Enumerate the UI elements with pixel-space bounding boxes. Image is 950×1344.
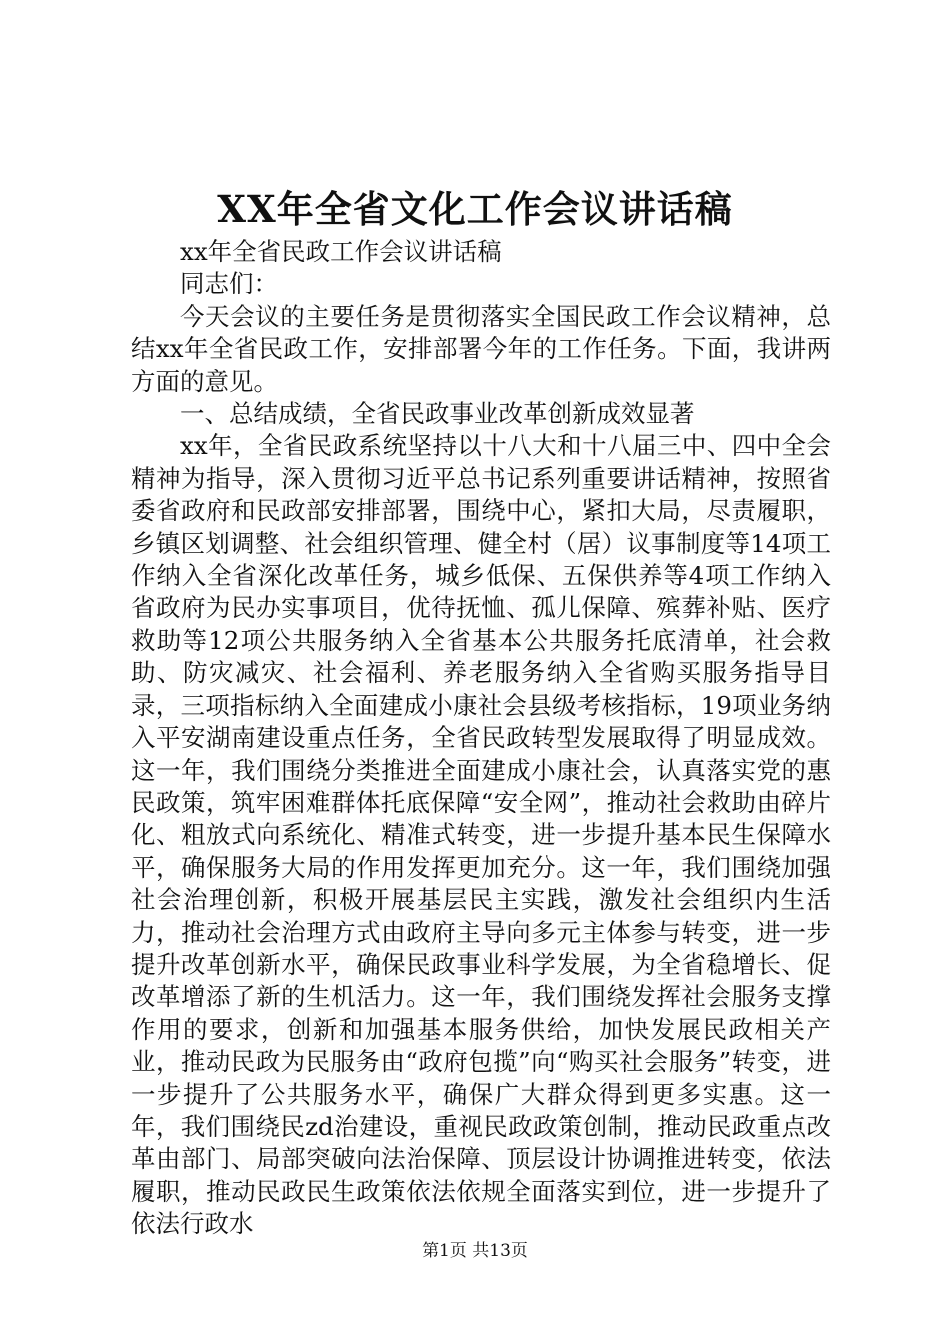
- document-body: [131, 236, 831, 1241]
- intro-paragraph: 今天会议的主要任务是贯彻落实全国民政工作会议精神，总结xx年全省民政工作，安排部署今年的工作任务。下面，我讲两方面的意见。: [131, 301, 831, 396]
- section-heading: 一、总结成绩，全省民政事业改革创新成效显著: [180, 399, 695, 429]
- body-paragraph: xx年，全省民政系统坚持以十八大和十八届三中、四中全会精神为指导，深入贯彻习近平总书记系列重要讲话精神，按照省委省政府和民政部安排部署，围绕中心，紧扣大局，尽责履职，乡镇区划调整、社会组织管理、健全村（居）议事制度等14项工作纳入全省深化改革任务，城乡低保、五保供养等4项工作纳入省政府为民办实事项目，优待抚恤、孤儿保障、殡葬补贴、医疗救助等12项公共服务纳入全省基本公共服务托底清单，社会救助、防灾减灾、社会福利、养老服务纳入全省购买服务指导目录，三项指标纳入全面建成小康社会县级考核指标，19项业务纳入平安湖南建设重点任务，全省民政转型发展取得了明显成效。这一年，我们围绕分类推进全面建成小康社会，认真落实党的惠民政策，筑牢困难群体托底保障“安全网”，推动社会救助由碎片化、粗放式向系统化、精准式转变，进一步提升基本民生保障水平，确保服务大局的作用发挥更加充分。这一年，我们围绕加强社会治理创新，积极开展基层民主实践，激发社会组织内生活力，推动社会治理方式由政府主导向多元主体参与转变，进一步提升改革创新水平，确保民政事业科学发展，为全省稳增长、促改革增添了新的生机活力。这一年，我们围绕发挥社会服务支撑作用的要求，创新和加强基本服务供给，加快发展民政相关产业，推动民政为民服务由“政府包揽”向“购买社会服务”转变，进一步提升了公共服务水平，确保广大群众得到更多实惠。这一年，我们围绕民zd治建设，重视民政政策创制，推动民政重点改革由部门、局部突破向法治保障、顶层设计协调推进转变，依法履职，推动民政民生政策依法依规全面落实到位，进一步提升了依法行政水: [131, 431, 831, 1239]
- document-title: XX年全省文化工作会议讲话稿: [217, 187, 733, 231]
- page-indicator: 第1页 共13页: [422, 1241, 528, 1261]
- subtitle-paragraph: xx年全省民政工作会议讲话稿: [180, 237, 502, 266]
- salutation-paragraph: 同志们：: [180, 269, 278, 299]
